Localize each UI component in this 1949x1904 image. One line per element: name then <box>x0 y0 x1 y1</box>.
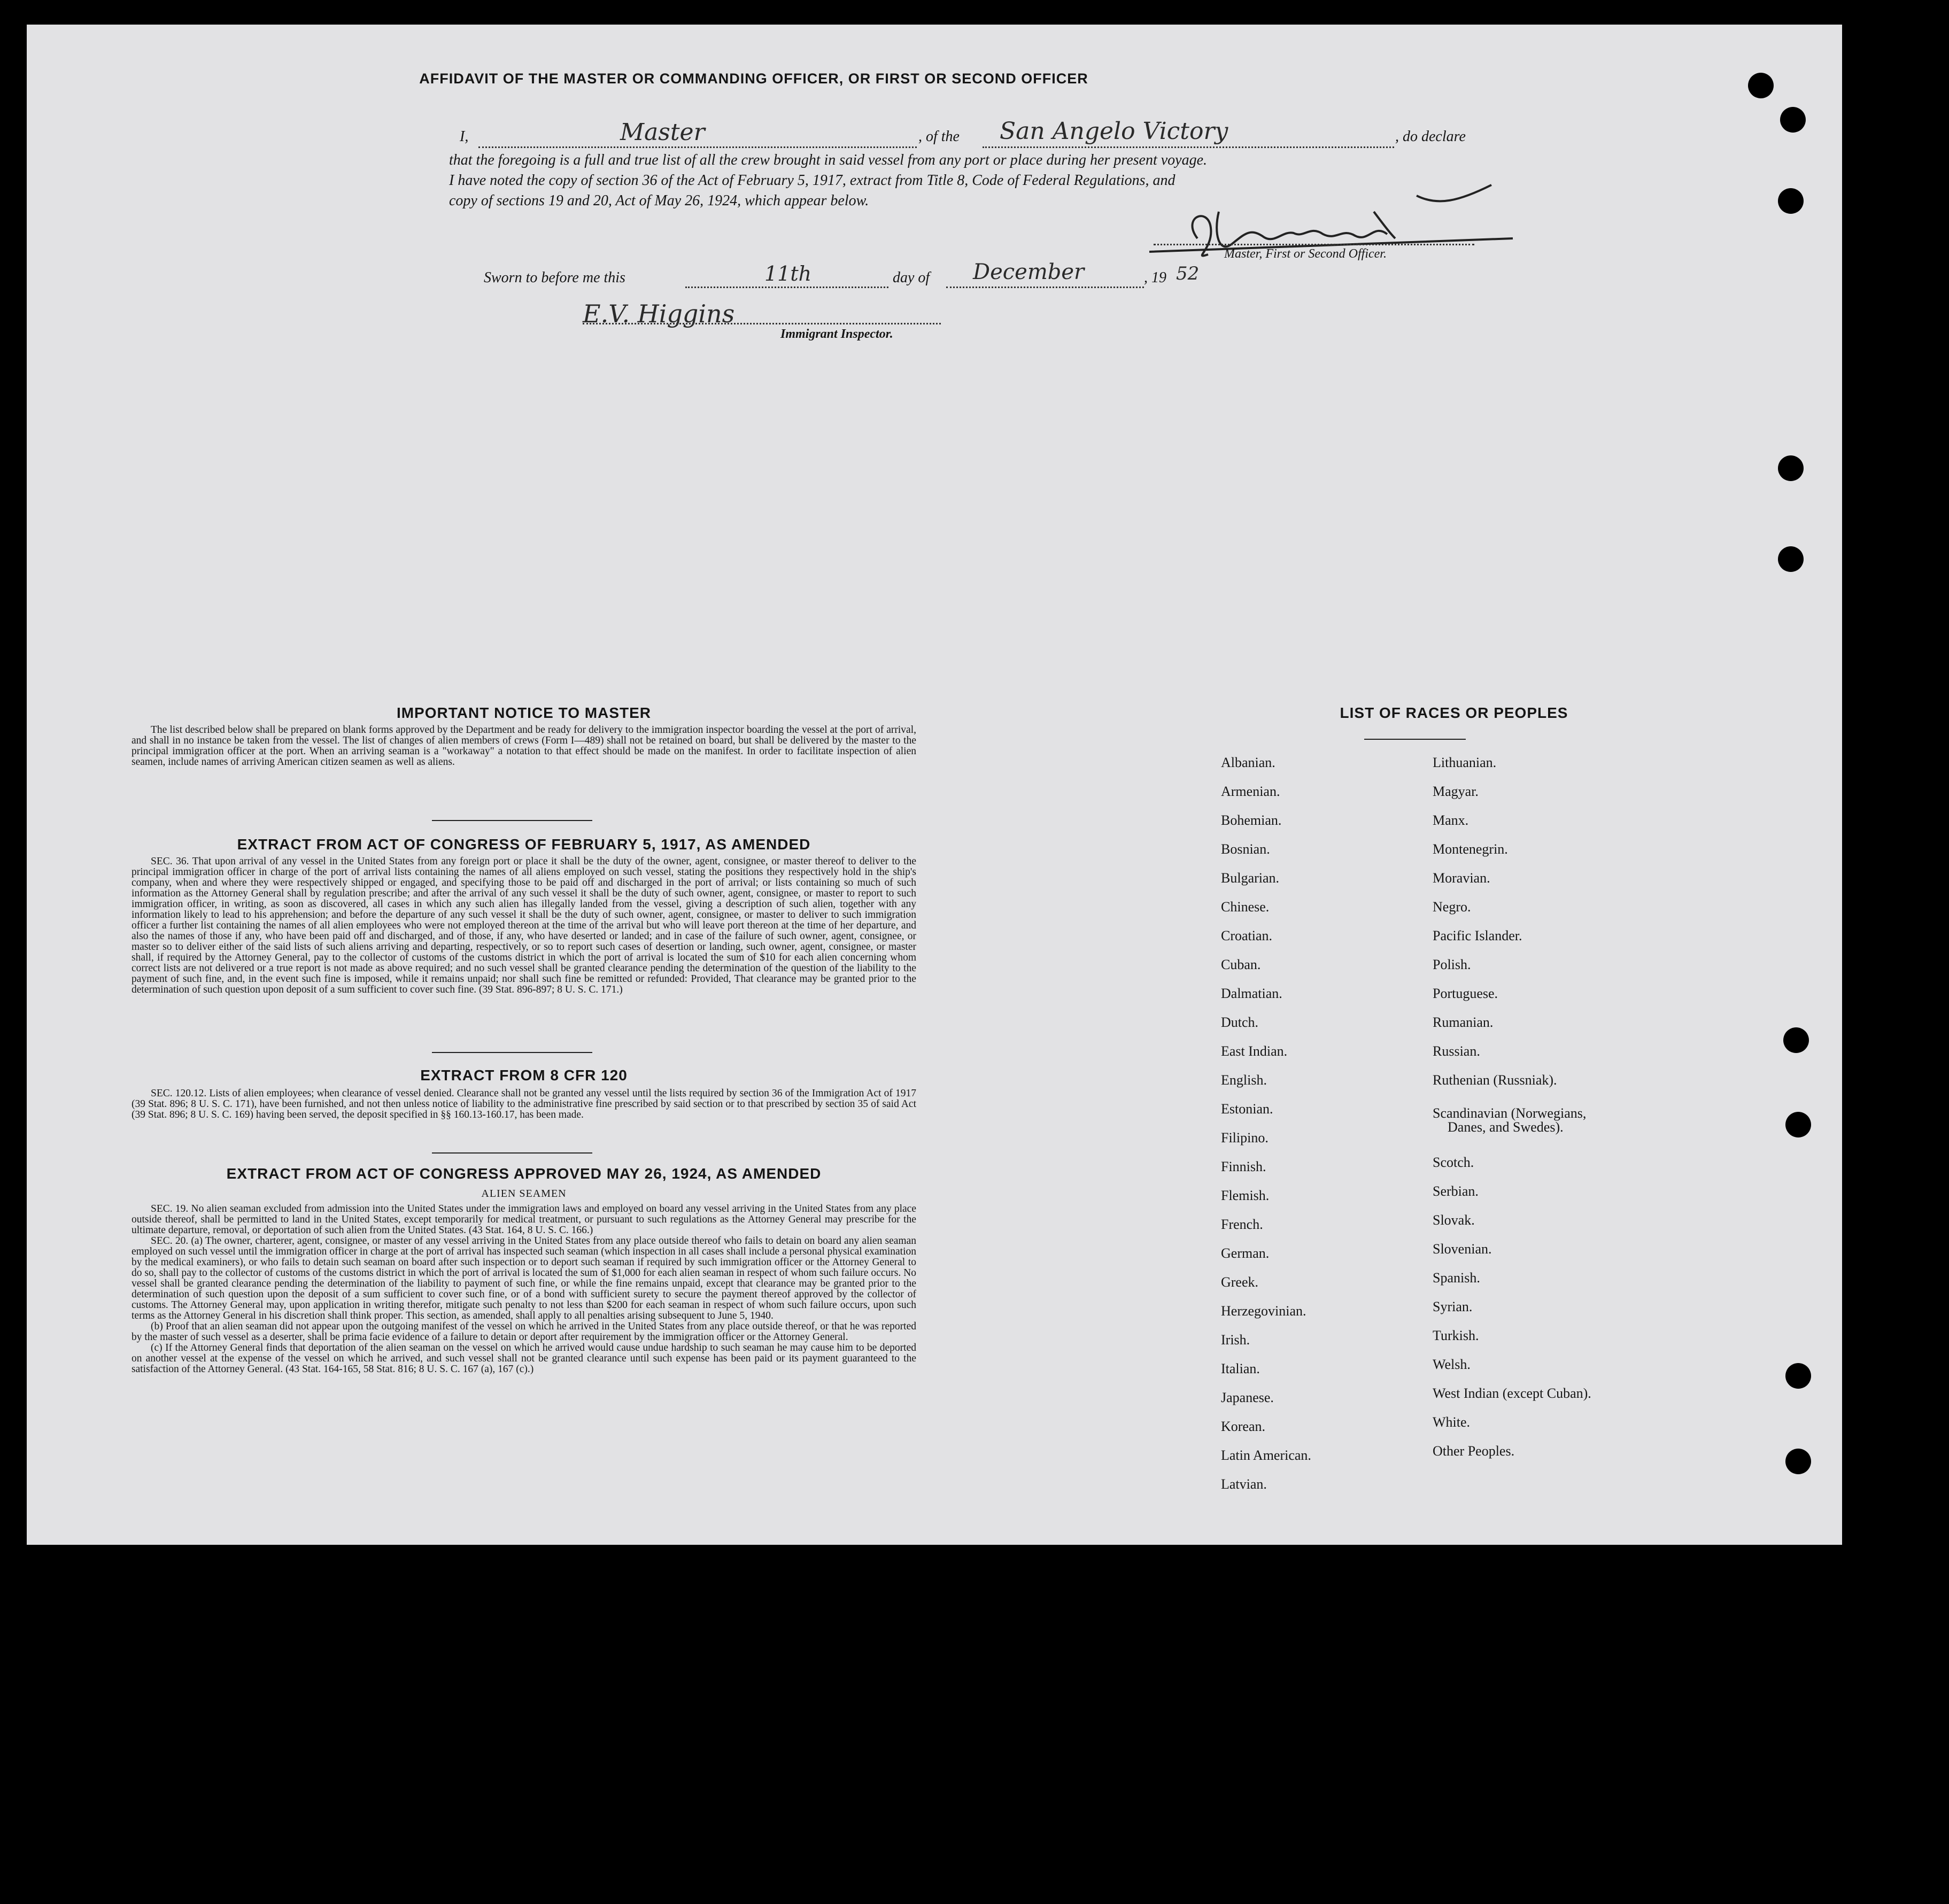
sworn-day-handwriting: 11th <box>764 262 812 285</box>
sworn-label: Sworn to before me this <box>484 269 625 286</box>
inspector-line <box>583 322 941 324</box>
section-20b-paragraph: (b) Proof that an alien seaman did not appear upon the outgoing manifest of the vessel on which he arrived in the United States from any place outside thereof, or that he was reported by the master of such vessel as a deserter, shall be prima facie evidence of a failure to detain or deport after requirement by the immigration officer or the Attorney General. <box>132 1321 916 1343</box>
race-item: Pacific Islander. <box>1433 928 1522 943</box>
race-item: East Indian. <box>1221 1043 1288 1059</box>
race-item: Serbian. <box>1433 1183 1479 1199</box>
divider <box>432 1152 592 1154</box>
inspector-caption: Immigrant Inspector. <box>780 327 893 341</box>
punch-hole <box>1780 107 1806 133</box>
extract-1924-body <box>132 1204 916 1375</box>
punch-hole <box>1785 1363 1811 1389</box>
race-item: White. <box>1433 1414 1471 1430</box>
race-item: Magyar. <box>1433 784 1479 799</box>
race-item: Turkish. <box>1433 1328 1479 1343</box>
race-item: Slovak. <box>1433 1212 1475 1228</box>
affidavit-line-4: copy of sections 19 and 20, Act of May 26, 1924, which appear below. <box>449 192 869 209</box>
extract-cfr-body <box>132 1088 916 1120</box>
extract-1917-title: EXTRACT FROM ACT OF CONGRESS OF FEBRUARY 5, 1917, AS AMENDED <box>237 836 811 853</box>
race-item: Manx. <box>1433 812 1469 828</box>
race-item: Latvian. <box>1221 1476 1267 1492</box>
race-item: Lithuanian. <box>1433 755 1497 770</box>
race-item: Herzegovinian. <box>1221 1303 1306 1319</box>
race-item: English. <box>1221 1072 1267 1088</box>
race-item: Korean. <box>1221 1419 1266 1434</box>
race-item: Bosnian. <box>1221 841 1270 857</box>
punch-hole <box>1778 455 1804 481</box>
sworn-month-handwriting: December <box>973 260 1085 284</box>
document-page <box>27 25 1842 1545</box>
race-item: Japanese. <box>1221 1390 1274 1405</box>
race-item: Bohemian. <box>1221 812 1282 828</box>
race-item: Danes, and Swedes). <box>1448 1119 1564 1135</box>
punch-hole <box>1778 188 1804 214</box>
extract-1924-title: EXTRACT FROM ACT OF CONGRESS APPROVED MAY 26, 1924, AS AMENDED <box>226 1165 822 1182</box>
race-item: Montenegrin. <box>1433 841 1508 857</box>
race-item: Portuguese. <box>1433 986 1498 1001</box>
signature-line <box>1154 243 1474 245</box>
race-item: Italian. <box>1221 1361 1260 1376</box>
do-declare-label: , do declare <box>1395 128 1466 145</box>
race-item: Syrian. <box>1433 1299 1473 1314</box>
races-right-column <box>1433 755 1591 1472</box>
race-item: Russian. <box>1433 1043 1480 1059</box>
race-item: Scandinavian (Norwegians, <box>1433 1105 1587 1121</box>
affidavit-line-3: I have noted the copy of section 36 of the Act of February 5, 1917, extract from Title 8, Code of Federal Regulations, and <box>449 172 1175 189</box>
race-item: Latin American. <box>1221 1448 1311 1463</box>
section-36-paragraph: SEC. 36. That upon arrival of any vessel in the United States from any foreign port or place it shall be the duty of the owner, agent, consignee, or master thereof to deliver to the principal immigration officer in charge of the port of arrival lists containing the names of all aliens employed on such vessel, stating the positions they respectively hold in the ship's company, when and where they were respectively shipped or engaged, and specifying those to be paid off and discharged in the port of arrival; or lists containing so much of such information as the Attorney General shall by regulation prescribe; and after the arrival of any such vessel it shall be the duty of such owner, agent, consignee, or master to report to such immigration officer, in writing, as soon as discovered, all cases in which any such alien has illegally landed from the vessel, giving a description of such alien, together with any information likely to lead to his apprehension; and before the departure of any such vessel it shall be the duty of such owner, agent, consignee, or master to deliver to such immigration officer a further list containing the names of all alien employees who were not employed thereon at the time of the arrival but who will leave port thereon at the time of her departure, and also the names of those if any, who have been paid off and discharged, and of those, if any, who have deserted or landed; and in case of the failure of such owner, agent, consignee, or master so to deliver either of the said lists of such aliens arriving and departing, respectively, or so to report such cases of desertion or landing, such owner, agent, consignee, or master shall, if required by the Attorney General, pay to the collector of customs of the customs district in which the port of arrival is located the sum of $10 for each alien concerning whom correct lists are not delivered or a true report is not made as above required; and no such vessel shall be granted clearance pending the determination of the question of the liability to the payment of such fine, and, in the event such fine is imposed, while it remains unpaid; nor shall such fine be remitted or refunded: Provided, That clearance may be granted prior to the determination of such question upon deposit of a sum sufficient to cover such fine. (39 Stat. 896-897; 8 U. S. C. 171.) <box>132 856 916 995</box>
punch-hole <box>1783 1027 1809 1053</box>
year-suffix-handwriting: 52 <box>1176 263 1200 284</box>
notice-title: IMPORTANT NOTICE TO MASTER <box>396 705 652 721</box>
of-the-label: , of the <box>918 128 960 145</box>
race-item: Armenian. <box>1221 784 1280 799</box>
divider <box>1364 739 1466 740</box>
year-prefix: , 19 <box>1144 269 1166 286</box>
race-item: Welsh. <box>1433 1357 1471 1372</box>
race-item: Slovenian. <box>1433 1241 1492 1257</box>
notice-body <box>132 725 916 768</box>
divider <box>432 1052 592 1053</box>
master-signature <box>1139 174 1545 281</box>
race-item: Albanian. <box>1221 755 1275 770</box>
race-item: Ruthenian (Russniak). <box>1433 1072 1557 1088</box>
race-item: Dutch. <box>1221 1015 1259 1030</box>
punch-hole <box>1785 1112 1811 1137</box>
extract-1917-body <box>132 856 916 995</box>
race-item: Finnish. <box>1221 1159 1266 1174</box>
race-item: Estonian. <box>1221 1101 1273 1117</box>
section-19-paragraph: SEC. 19. No alien seaman excluded from admission into the United States under the immigration laws and employed on board any vessel arriving in the United States from any place outside thereof, shall be permitted to land in the United States, except temporarily for medical treatment, or pursuant to such regulations as the Attorney General may prescribe for the ultimate departure, removal, or deportation of such alien from the United States. (43 Stat. 164, 8 U. S. C. 166.) <box>132 1203 916 1236</box>
race-item: German. <box>1221 1245 1270 1261</box>
race-item: Croatian. <box>1221 928 1273 943</box>
section-20a-paragraph: SEC. 20. (a) The owner, charterer, agent, consignee, or master of any vessel arriving in the United States from any place outside thereof who fails to detain on board any alien seaman employed on such vessel until the immigration officer in charge at the port of arrival has inspected such seaman (which inspection in all cases shall include a personal physical examination by the medical examiners), or who fails to detain such seaman on board after such inspection or to deport such seaman if required by such immigration officer or the Attorney General to do so, shall pay to the collector of customs of the customs district in which the port of arrival is located the sum of $1,000 for each alien seaman in respect of whom such failure occurs. No vessel shall be granted clearance pending the determination of the liability to payment of such fine, or while the fine remains unpaid, except that clearance may be granted prior to the determination of such question upon the deposit of a sum sufficient to cover such fine, or of a bond with sufficient surety to secure the payment thereof approved by the collector of customs. The Attorney General may, upon application in writing therefor, mitigate such penalty to not less than $200 for each seaman in respect of whom such failure occurs, upon such terms as the Attorney General in his discretion shall think proper. This section, as amended, shall apply to all penalties arising subsequent to June 5, 1940. <box>132 1235 916 1321</box>
affidavit-title: AFFIDAVIT OF THE MASTER OR COMMANDING OFFICER, OR FIRST OR SECOND OFFICER <box>419 71 1088 87</box>
race-item: Dalmatian. <box>1221 986 1282 1001</box>
affidavit-line-2: that the foregoing is a full and true list of all the crew brought in said vessel from any port or place during her present voyage. <box>449 152 1208 168</box>
race-item: Greek. <box>1221 1274 1259 1290</box>
race-item: Chinese. <box>1221 899 1270 915</box>
race-item: Bulgarian. <box>1221 870 1280 886</box>
inspector-signature: E.V. Higgins <box>583 299 735 328</box>
races-left-column <box>1221 755 1311 1505</box>
race-item: Irish. <box>1221 1332 1250 1348</box>
race-item: Rumanian. <box>1433 1015 1494 1030</box>
race-item: Polish. <box>1433 957 1471 972</box>
punch-hole <box>1785 1449 1811 1474</box>
divider <box>432 820 592 821</box>
race-item: Flemish. <box>1221 1188 1270 1203</box>
race-item: Filipino. <box>1221 1130 1269 1146</box>
race-item: Spanish. <box>1433 1270 1480 1286</box>
section-20c-paragraph: (c) If the Attorney General finds that deportation of the alien seaman on the vessel on which he arrived would cause undue hardship to such seaman he may cause him to be deported on another vessel at the expense of the vessel on which he arrived, and such vessel shall not be granted clearance until such expense has been paid or its payment guaranteed to the satisfaction of the Attorney General. (43 Stat. 164-165, 58 Stat. 816; 8 U. S. C. 167 (a), 167 (c).) <box>132 1342 916 1375</box>
i-label: I, <box>460 128 469 145</box>
notice-paragraph: The list described below shall be prepared on blank forms approved by the Department and be ready for delivery to the immigration inspector boarding the vessel at the port of arrival, and shall in no instance be taken from the vessel. The list of changes of alien members of crews (Form I—489) shall not be retained on board, but shall be delivered by the master to the principal immigration officer at the port. When an arriving seaman is a "workaway" a notation to that effect should be made on the manifest. In order to facilitate inspection of alien seamen, include names of arriving American citizen seamen as well as aliens. <box>132 724 916 768</box>
race-item: Negro. <box>1433 899 1471 915</box>
master-handwriting: Master <box>620 119 705 146</box>
extract-cfr-title: EXTRACT FROM 8 CFR 120 <box>420 1067 628 1083</box>
race-item: Scotch. <box>1433 1155 1474 1170</box>
alien-seamen-subtitle: ALIEN SEAMEN <box>481 1188 567 1199</box>
race-item: Other Peoples. <box>1433 1443 1515 1459</box>
race-item: West Indian (except Cuban). <box>1433 1386 1591 1401</box>
punch-hole <box>1748 73 1774 98</box>
section-120-12-paragraph: SEC. 120.12. Lists of alien employees; when clearance of vessel denied. Clearance shall not be granted any vessel until the lists required by section 36 of the Immigration Act of 1917 (39 Stat. 896; 8 U. S. C. 171), have been furnished, and not then unless notice of liability to the administrative fine prescribed by said section or to that prescribed by section 35 of said Act (39 Stat. 896; 8 U. S. C. 169) having been served, the deposit specified in §§ 160.13-160.17, has been made. <box>132 1088 916 1120</box>
races-title: LIST OF RACES OR PEOPLES <box>1340 705 1568 721</box>
signature-caption: Master, First or Second Officer. <box>1224 247 1387 261</box>
day-of-label: day of <box>893 269 930 286</box>
vessel-handwriting: San Angelo Victory <box>1000 118 1228 145</box>
punch-hole <box>1778 546 1804 572</box>
race-item: Cuban. <box>1221 957 1261 972</box>
race-item: French. <box>1221 1217 1263 1232</box>
race-item: Moravian. <box>1433 870 1490 886</box>
